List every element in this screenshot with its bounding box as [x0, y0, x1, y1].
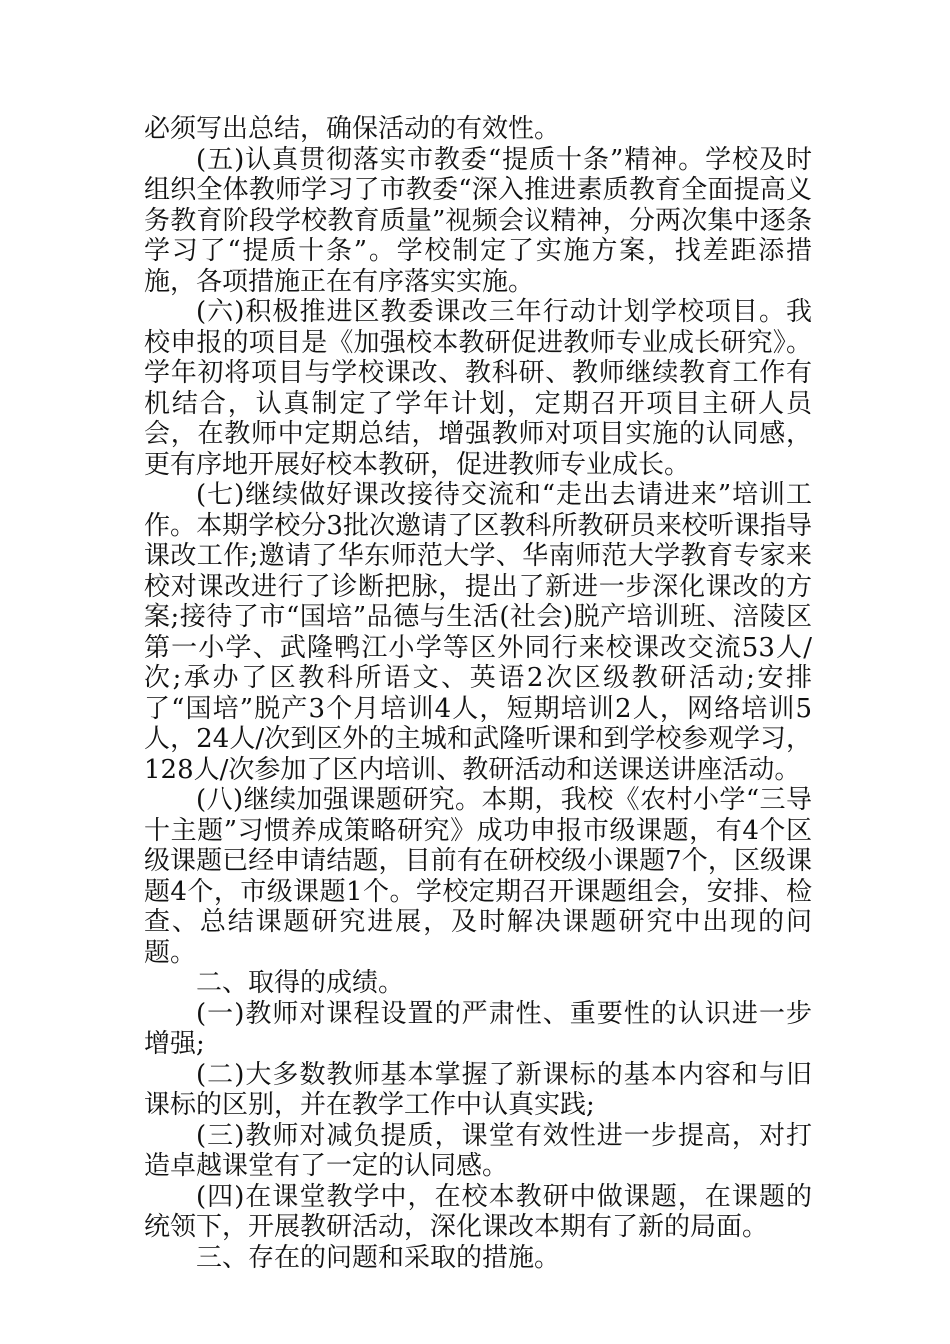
document-body	[144, 114, 812, 1273]
paragraph-item-5: (五)认真贯彻落实市教委“提质十条”精神。学校及时组织全体教师学习了市教委“深入推进素质教育全面提高义务教育阶段学校教育质量”视频会议精神，分两次集中逐条学习了“提质十条”。学校制定了实施方案，找差距添措施，各项措施正在有序落实实施。	[144, 144, 812, 297]
paragraph-achievement-2: (二)大多数教师基本掌握了新课标的基本内容和与旧课标的区别，并在教学工作中认真实践;	[144, 1059, 812, 1120]
paragraph-achievement-3: (三)教师对减负提质，课堂有效性进一步提高，对打造卓越课堂有了一定的认同感。	[144, 1120, 812, 1181]
paragraph-item-8: (八)继续加强课题研究。本期，我校《农村小学“三导十主题”习惯养成策略研究》成功申报市级课题，有4个区级课题已经申请结题，目前有在研校级小课题7个，区级课题4个，市级课题1个。学校定期召开课题组会，安排、检查、总结课题研究进展，及时解决课题研究中出现的问题。	[144, 785, 812, 968]
paragraph-achievement-1: (一)教师对课程设置的严肃性、重要性的认识进一步增强;	[144, 998, 812, 1059]
paragraph-continuation: 必须写出总结，确保活动的有效性。	[144, 114, 561, 144]
paragraph-item-6: (六)积极推进区教委课改三年行动计划学校项目。我校申报的项目是《加强校本教研促进教师专业成长研究》。学年初将项目与学校课改、教科研、教师继续教育工作有机结合，认真制定了学年计划，定期召开项目主研人员会，在教师中定期总结，增强教师对项目实施的认同感，更有序地开展好校本教研，促进教师专业成长。	[144, 297, 812, 480]
paragraph-achievement-4: (四)在课堂教学中，在校本教研中做课题，在课题的统领下，开展教研活动，深化课改本期有了新的局面。	[144, 1181, 812, 1242]
paragraph-item-7: (七)继续做好课改接待交流和“走出去请进来”培训工作。本期学校分3批次邀请了区教科所教研员来校听课指导课改工作;邀请了华东师范大学、华南师范大学教育专家来校对课改进行了诊断把脉，提出了新进一步深化课改的方案;接待了市“国培”品德与生活(社会)脱产培训班、涪陵区第一小学、武隆鸭江小学等区外同行来校课改交流53人/次;承办了区教科所语文、英语2次区级教研活动;安排了“国培”脱产3个月培训4人，短期培训2人，网络培训5人，24人/次到区外的主城和武隆听课和到学校参观学习，128人/次参加了区内培训、教研活动和送课送讲座活动。	[144, 480, 812, 785]
section-heading-problems: 三、存在的问题和采取的措施。	[196, 1242, 561, 1273]
section-heading-achievements: 二、取得的成绩。	[196, 968, 405, 998]
